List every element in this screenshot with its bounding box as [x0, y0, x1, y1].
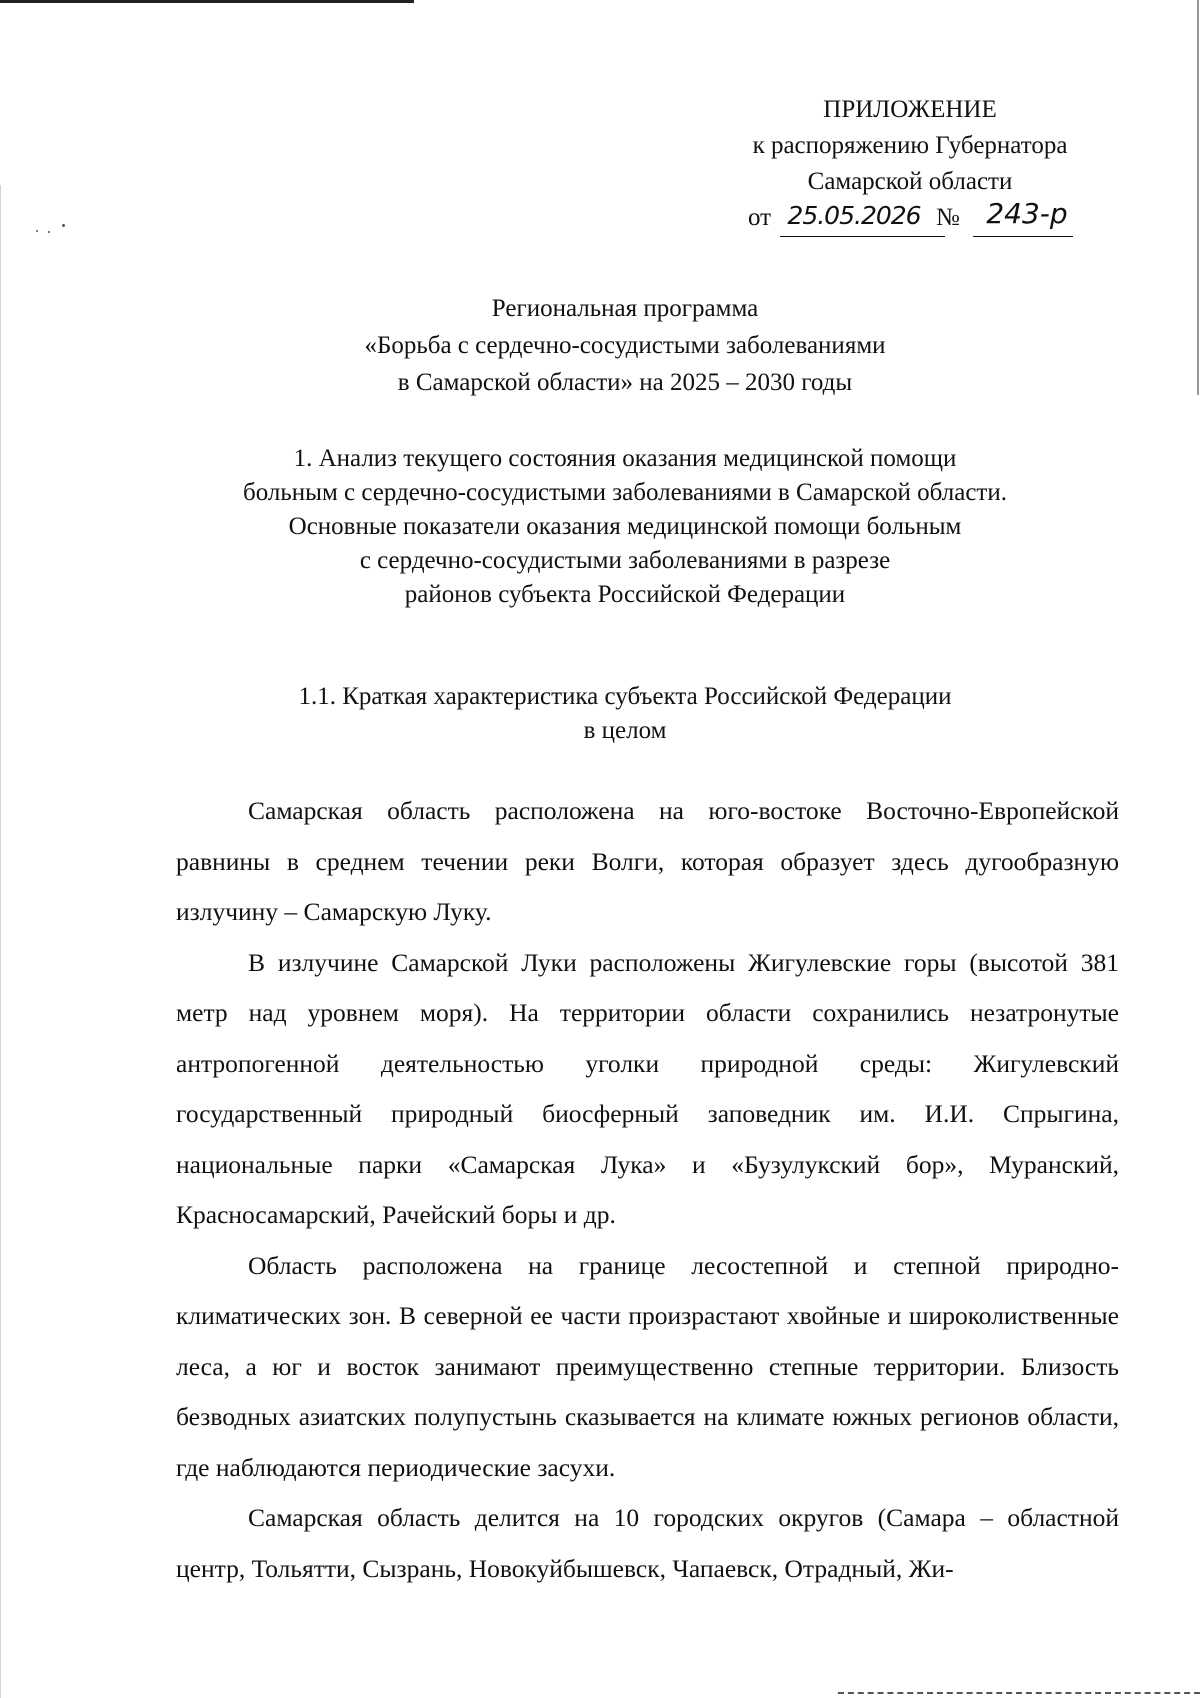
scan-bottom-dashes: [838, 1692, 1200, 1694]
section-title-line: больным с сердечно-сосудистыми заболеваниями в Самарской области.: [243, 479, 1007, 506]
scan-speck: [48, 231, 50, 233]
order-date-number-line: [690, 197, 1130, 240]
section-title-line: районов субъекта Российской Федерации: [404, 581, 846, 608]
section-title-line: с сердечно-сосудистыми заболеваниями в разрезе: [359, 547, 891, 574]
appendix-line-region: Самарской области: [807, 168, 1013, 195]
appendix-heading: ПРИЛОЖЕНИЕ: [823, 96, 997, 123]
program-title-line: «Борьба с сердечно-сосудистыми заболеваниями: [364, 332, 886, 359]
body-text: [176, 786, 1119, 1594]
paragraph: Область расположена на границе лесостепной и степной природно-климатических зон. В северной ее части произрастают хвойные и широколиственные леса, а юг и восток занимают преимущественно степные территории. Близость безводных азиатских полупустынь сказывается на климате южных регионов области, где наблюдаются периодические засухи.: [176, 1250, 1119, 1482]
handwritten-number: 243-р: [986, 197, 1068, 230]
subsection-title: [150, 680, 1100, 748]
paragraph: В излучине Самарской Луки расположены Жигулевские горы (высотой 381 метр над уровнем моря). На территории области сохранились незатронутые антропогенной деятельностью уголки природной среды: Жигулевский государственный природный биосферный заповедник им. И.И. Спрыгина, национальные парки «Самарская Лука» и «Бузулукский бор», Муранский, Красносамарский, Рачейский боры и др.: [176, 947, 1119, 1229]
section-title-line: Основные показатели оказания медицинской помощи больным: [288, 513, 962, 540]
handwritten-date: 25.05.2026: [787, 201, 921, 230]
number-underline: [973, 236, 1073, 237]
date-underline: [780, 236, 945, 237]
appendix-header: [690, 92, 1130, 240]
scan-left-edge-line: [0, 185, 1, 1698]
paragraph: Самарская область делится на 10 городских округов (Самара – областной центр, Тольятти, Сызрань, Новокуйбышевск, Чапаевск, Отрадный, Жи-: [176, 1503, 1119, 1583]
scan-top-edge-line: [0, 0, 414, 3]
program-title: [150, 290, 1100, 401]
date-prefix: от: [748, 204, 772, 231]
subsection-title-line: в целом: [583, 717, 667, 744]
paragraph: Самарская область расположена на юго-востоке Восточно-Европейской равнины в среднем течении реки Волги, которая образует здесь дугообразную излучину – Самарскую Луку.: [176, 796, 1119, 926]
section-title: [150, 442, 1100, 612]
program-title-line: в Самарской области» на 2025 – 2030 годы: [397, 369, 853, 396]
program-title-line: Региональная программа: [491, 295, 759, 322]
scan-speck: [36, 230, 38, 232]
section-title-line: 1. Анализ текущего состояния оказания медицинской помощи: [293, 445, 957, 472]
subsection-title-line: 1.1. Краткая характеристика субъекта Российской Федерации: [298, 683, 952, 710]
scan-speck: [62, 224, 65, 227]
number-sign: №: [936, 204, 960, 231]
appendix-line-order: к распоряжению Губернатора: [752, 132, 1068, 159]
scan-right-edge-line: [1197, 0, 1199, 395]
